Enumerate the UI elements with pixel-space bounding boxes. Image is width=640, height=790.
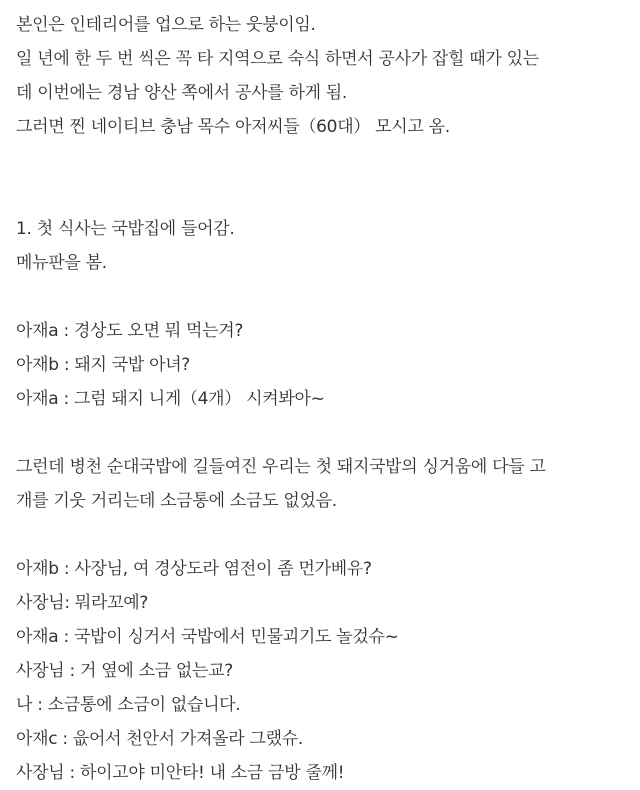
narration-paragraph — [16, 450, 640, 518]
dialogue-line: 아재a : 국밥이 싱거서 국밥에서 민물괴기도 놀겄슈~ — [16, 627, 399, 647]
text-line: 데 이번에는 경남 양산 쪽에서 공사를 하게 됨. — [16, 83, 348, 103]
text-line: 개를 기웃 거리는데 소금통에 소금도 없었음. — [16, 491, 337, 511]
dialogue-line: 아재c : 읎어서 천안서 가져올라 그랬슈. — [16, 729, 303, 749]
text-line: 본인은 인테리어를 업으로 하는 웃붕이임. — [16, 15, 316, 35]
dialogue-block-1 — [16, 314, 640, 416]
dialogue-line: 사장님: 뭐라꼬예? — [16, 593, 149, 613]
section-1-paragraph — [16, 212, 640, 280]
paragraph-spacer — [16, 518, 640, 552]
dialogue-line: 사장님 : 하이고야 미안타! 내 소금 금방 줄께! — [16, 763, 345, 783]
paragraph-spacer — [16, 280, 640, 314]
dialogue-block-2 — [16, 552, 640, 790]
paragraph-spacer — [16, 144, 640, 212]
dialogue-line: 아재b : 돼지 국밥 아녀? — [16, 355, 191, 375]
paragraph-spacer — [16, 416, 640, 450]
dialogue-line: 아재b : 사장님, 여 경상도라 염전이 좀 먼가베유? — [16, 559, 372, 579]
text-line: 그런데 병천 순대국밥에 길들여진 우리는 첫 돼지국밥의 싱거움에 다들 고 — [16, 457, 546, 477]
text-line: 1. 첫 식사는 국밥집에 들어감. — [16, 219, 235, 239]
dialogue-line: 아재a : 경상도 오면 뭐 먹는겨? — [16, 321, 244, 341]
intro-paragraph — [16, 8, 640, 144]
text-line: 메뉴판을 봄. — [16, 253, 107, 273]
dialogue-line: 사장님 : 거 옆에 소금 없는교? — [16, 661, 234, 681]
dialogue-line: 아재a : 그럼 돼지 니게（4개） 시켜봐아~ — [16, 389, 325, 409]
dialogue-line: 나 : 소금통에 소금이 없습니다. — [16, 695, 241, 715]
text-line: 일 년에 한 두 번 씩은 꼭 타 지역으로 숙식 하면서 공사가 잡힐 때가 있는 — [16, 49, 539, 69]
text-line: 그러면 찐 네이티브 충남 목수 아저씨들（60대） 모시고 옴. — [16, 117, 450, 137]
